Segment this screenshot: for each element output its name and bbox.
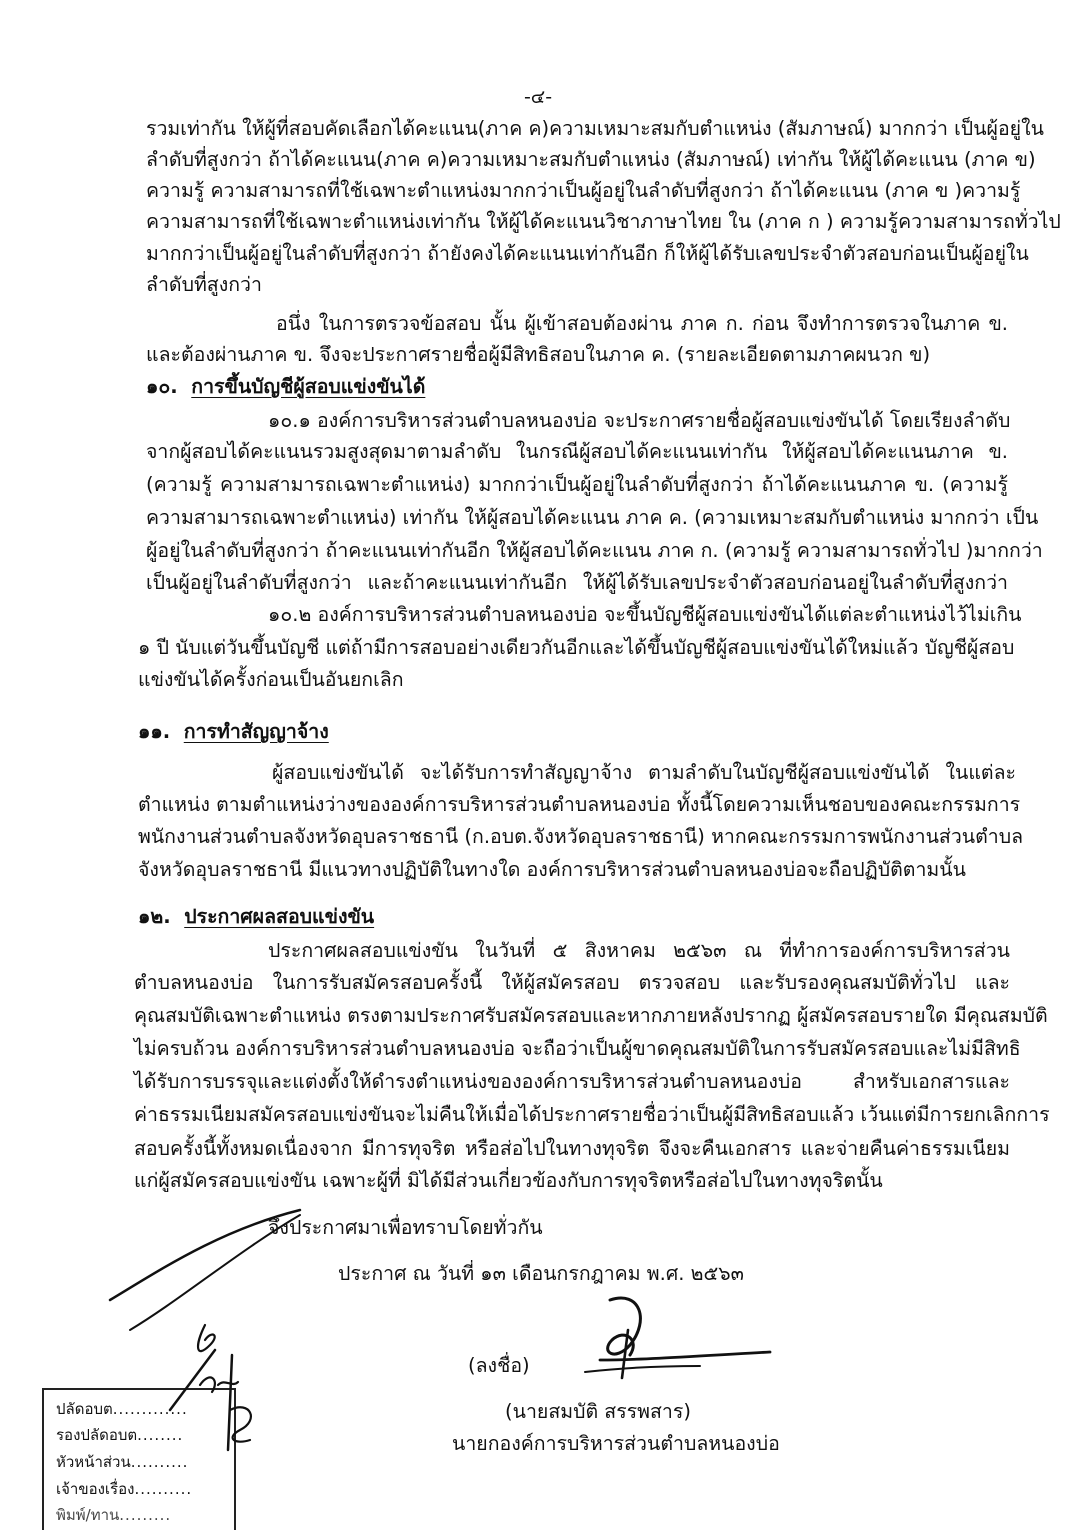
paragraph-line: คุณสมบัติเฉพาะตำแหน่ง ตรงตามประกาศรับสมัครสอบและหากภายหลังปรากฏ ผู้สมัครสอบรายใด มีคุณสมบัติ [134, 1004, 1048, 1027]
approval-row: หัวหน้าส่วน.......... [56, 1453, 189, 1471]
approval-row: เจ้าของเรื่อง.......... [56, 1480, 193, 1498]
paragraph-line: และต้องผ่านภาค ข. จึงจะประกาศรายชื่อผู้มีสิทธิสอบในภาค ค. (รายละเอียดตามภาคผนวก ข) [146, 343, 931, 366]
signature-icon [608, 1298, 641, 1355]
section-title: การทำสัญญาจ้าง [183, 720, 329, 743]
signature-icon [622, 1330, 628, 1378]
paragraph-line: ๑ ปี นับแต่วันขึ้นบัญชี แต่ถ้ามีการสอบอย่างเดียวกันอีกและได้ขึ้นบัญชีผู้สอบแข่งขันได้ใหม่แล้ว บัญชีผู้สอบ [138, 636, 1015, 659]
initial-stroke-icon [200, 1377, 238, 1392]
paragraph-line: ลำดับที่สูงกว่า [146, 273, 262, 296]
paragraph-line: จากผู้สอบได้คะแนนรวมสูงสุดมาตามลำดับ ในกรณีผู้สอบได้คะแนนเท่ากัน ให้ผู้สอบได้คะแนนภาค ข. [146, 440, 1008, 463]
closing-statement: จึงประกาศมาเพื่อทราบโดยทั่วกัน [268, 1216, 543, 1239]
paragraph-line: ตำบลหนองบ่อ ในการรับสมัครสอบครั้งนี้ ให้ผู้สมัครสอบ ตรวจสอบ และรับรองคุณสมบัติทั่วไป และ [134, 971, 1010, 994]
signature-icon [585, 1366, 700, 1372]
initial-stroke-icon [198, 1325, 215, 1351]
paragraph-line: ไม่ครบถ้วน องค์การบริหารส่วนตำบลหนองบ่อ จะถือว่าเป็นผู้ขาดคุณสมบัติในการรับสมัครสอบและไม่มีสิทธิ [134, 1037, 1021, 1060]
section-number: ๑๐. [146, 375, 178, 398]
paragraph-line: ตำแหน่ง ตามตำแหน่งว่างขององค์การบริหารส่วนตำบลหนองบ่อ ทั้งนี้โดยความเห็นชอบของคณะกรรมการ [138, 793, 1021, 816]
initial-stroke-icon [110, 1210, 300, 1300]
paragraph-line: (ความรู้ ความสามารถเฉพาะตำแหน่ง) มากกว่าเป็นผู้อยู่ในลำดับที่สูงกว่า ถ้าได้คะแนนภาค ข. (ความรู้ [146, 473, 1008, 496]
section-number: ๑๒. [138, 905, 171, 928]
section-title: ประกาศผลสอบแข่งขัน [184, 905, 375, 928]
paragraph-line: ลำดับที่สูงกว่า ถ้าได้คะแนน(ภาค ค)ความเหมาะสมกับตำแหน่ง (สัมภาษณ์) เท่ากัน ให้ผู้ได้คะแนน (ภาค ข) [146, 148, 1036, 171]
paragraph-line: ค่าธรรมเนียมสมัครสอบแข่งขันจะไม่คืนให้เมื่อได้ประกาศรายชื่อว่าเป็นผู้มีสิทธิสอบแล้ว เว้นแต่มีการยกเลิกการ [134, 1103, 1050, 1126]
paragraph-line: รวมเท่ากัน ให้ผู้ที่สอบคัดเลือกได้คะแนน(ภาค ค)ความเหมาะสมกับตำแหน่ง (สัมภาษณ์) มากกว่า เป็นผู้อยู่ใน [146, 117, 1044, 140]
announcement-date: ประกาศ ณ วันที่ ๑๓ เดือนกรกฎาคม พ.ศ. ๒๕๖๓ [338, 1262, 744, 1285]
sign-label: (ลงชื่อ) [468, 1354, 530, 1377]
page-number: -๔- [523, 86, 553, 108]
paragraph-line: ความสามารถเฉพาะตำแหน่ง) เท่ากัน ให้ผู้สอบได้คะแนน ภาค ค. (ความเหมาะสมกับตำแหน่ง มากกว่า เป็น [146, 506, 1039, 529]
initial-stroke-icon [170, 1350, 215, 1410]
section-title: การขึ้นบัญชีผู้สอบแข่งขันได้ [191, 375, 426, 398]
paragraph-line: ได้รับการบรรจุและแต่งตั้งให้ดำรงตำแหน่งขององค์การบริหารส่วนตำบลหนองบ่อ สำหรับเอกสารและ [134, 1070, 1010, 1093]
approval-row: รองปลัดอบต........ [56, 1426, 184, 1444]
paragraph-line: แข่งขันได้ครั้งก่อนเป็นอันยกเลิก [138, 668, 404, 691]
paragraph-line: ความรู้ ความสามารถที่ใช้เฉพาะตำแหน่งมากกว่าเป็นผู้อยู่ในลำดับที่สูงกว่า ถ้าได้คะแนน (ภาค ข )ความรู้ [146, 179, 1021, 202]
signatory-name: (นายสมบัติ สรรพสาร) [505, 1400, 691, 1423]
paragraph-line: ความสามารถที่ใช้เฉพาะตำแหน่งเท่ากัน ให้ผู้ได้คะแนนวิชาภาษาไทย ใน (ภาค ก ) ความรู้ความสามารถทั่วไป [146, 210, 1061, 233]
section-number: ๑๑. [138, 720, 171, 743]
paragraph-line: เป็นผู้อยู่ในลำดับที่สูงกว่า และถ้าคะแนนเท่ากันอีก ให้ผู้ได้รับเลขประจำตัวสอบก่อนอยู่ในลำดับที่สูงกว่า [146, 571, 1008, 594]
paragraph-line: มากกว่าเป็นผู้อยู่ในลำดับที่สูงกว่า ถ้ายังคงได้คะแนนเท่ากันอีก ก็ให้ผู้ได้รับเลขประจำตัวสอบก่อนเป็นผู้อยู่ใน [146, 242, 1029, 265]
paragraph-line: ประกาศผลสอบแข่งขัน ในวันที่ ๕ สิงหาคม ๒๕๖๓ ณ ที่ทำการองค์การบริหารส่วน [268, 939, 1010, 962]
paragraph-line: ๑๐.๑ องค์การบริหารส่วนตำบลหนองบ่อ จะประกาศรายชื่อผู้สอบแข่งขันได้ โดยเรียงลำดับ [268, 409, 1011, 432]
approval-row: พิมพ์/ทาน......... [56, 1506, 172, 1524]
paragraph-line: ผู้สอบแข่งขันได้ จะได้รับการทำสัญญาจ้าง ตามลำดับในบัญชีผู้สอบแข่งขันได้ ในแต่ละ [272, 761, 1016, 784]
approval-row: ปลัดอบต............. [56, 1400, 188, 1418]
initial-stroke-icon [228, 1355, 232, 1450]
paragraph-line: แก่ผู้สมัครสอบแข่งขัน เฉพาะผู้ที่ มิได้มีส่วนเกี่ยวข้องกับการทุจริตหรือส่อไปในทางทุจริตนั้น [134, 1169, 883, 1192]
paragraph-line: พนักงานส่วนตำบลจังหวัดอุบลราชธานี (ก.อบต.จังหวัดอุบลราชธานี) หากคณะกรรมการพนักงานส่วนตำบล [138, 825, 1024, 848]
paragraph-line: ผู้อยู่ในลำดับที่สูงกว่า ถ้าคะแนนเท่ากันอีก ให้ผู้สอบได้คะแนน ภาค ก. (ความรู้ ความสามารถทั่วไป )มากกว่า [146, 539, 1043, 562]
paragraph-line: ๑๐.๒ องค์การบริหารส่วนตำบลหนองบ่อ จะขึ้นบัญชีผู้สอบแข่งขันได้แต่ละตำแหน่งไว้ไม่เกิน [268, 603, 1022, 626]
paragraph-line: อนึ่ง ในการตรวจข้อสอบ นั้น ผู้เข้าสอบต้องผ่าน ภาค ก. ก่อน จึงทำการตรวจในภาค ข. [276, 312, 1008, 335]
paragraph-line: จังหวัดอุบลราชธานี มีแนวทางปฏิบัติในทางใด องค์การบริหารส่วนตำบลหนองบ่อจะถือปฏิบัติตามนั้น [138, 858, 966, 881]
initial-stroke-icon [230, 1407, 251, 1441]
signatory-position: นายกองค์การบริหารส่วนตำบลหนองบ่อ [452, 1432, 780, 1455]
paragraph-line: สอบครั้งนี้ทั้งหมดเนื่องจาก มีการทุจริต หรือส่อไปในทางทุจริต จึงจะคืนเอกสาร และจ่ายคืนค่าธรรมเนียม [134, 1137, 1010, 1160]
